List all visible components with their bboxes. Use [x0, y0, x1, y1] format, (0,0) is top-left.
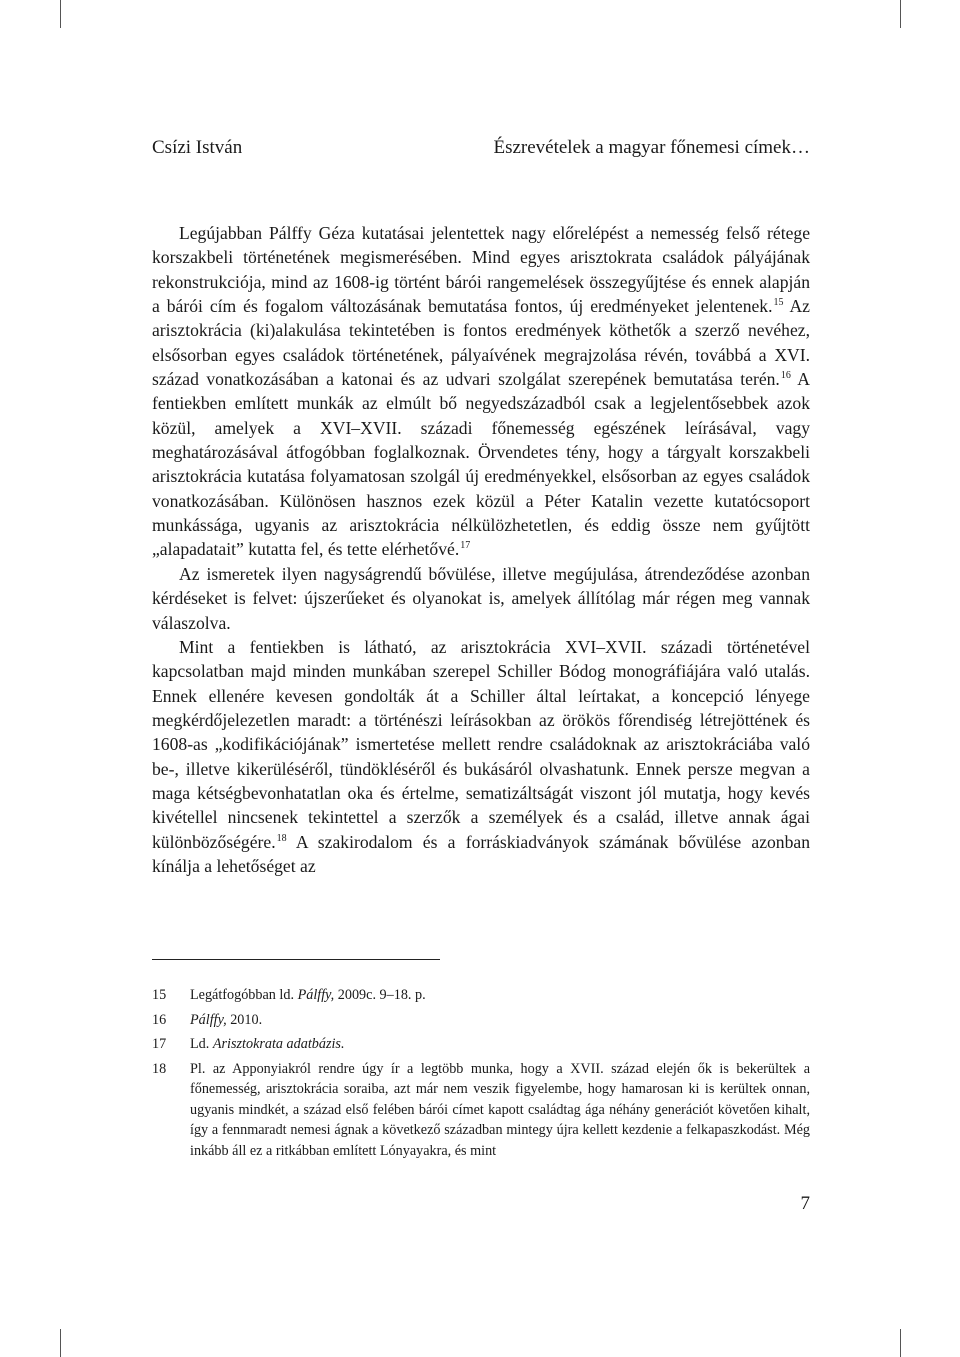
- text-run: Mint a fentiekben is látható, az arisztokrácia XVI–XVII. századi történetével kapcsolatban majd minden munkában szerepel Schiller Bódog monográfiájára való utalás. Ennek ellenére kevesen gondolták át a Schiller által leírtakat, a koncepció lényege megkérdőjelezetlen maradt: a történészi leírásokban az örökös főrendiség létrejöttének és 1608-as „kodifikációjának” ismertetése mellett rendre családoknak az arisztokráciába való be-, illetve kikerüléséről, tündökléséről és bukásáról olvashatunk. Ennek persze megvan a maga kétségbevonhatatlan oka és értelme, sematizáltságát viszont jól mutatja, hogy kevés kivétellel nincsenek tekintettel a szerzők a személyek és a család, illetve annak ágai különbözőségére.: [152, 636, 810, 852]
- footnote-ref: 16: [780, 370, 791, 382]
- text-run: Ld.: [190, 1036, 213, 1052]
- footnote-text: [190, 1034, 810, 1055]
- main-text: [152, 221, 810, 878]
- footnote-separator: [152, 959, 440, 960]
- header-author: Csízi István: [152, 137, 243, 158]
- crop-mark-bottom-left: [60, 1329, 61, 1357]
- footnote-text: [190, 1010, 810, 1031]
- footnote-ref: 17: [460, 540, 471, 552]
- italic-text: Arisztokrata adatbázis.: [212, 1036, 345, 1052]
- paragraph: [152, 562, 810, 635]
- text-run: A fentiekben említett munkák az elmúlt bő negyedszázadból csak a legjelentősebbek azok közül, amelyek a XVI–XVII. századi főnemesség egészének leírásával, vagy meghatározásával átfogóbban foglalkoznak. Örvendetes tény, hogy a tárgyalt korszakbeli arisztokrácia kutatása folyamatosan szolgál új eredményekkel, elsősorban az egyes családok vonatkozásában. Különösen hasznos ezek közül a Péter Katalin vezette kutatócsoport munkássága, ugyanis az arisztokrácia nélkülözhetetlen, és eddig össze nem gyűjtött „alapadatait” kutatta fel, és tette elérhetővé.: [152, 369, 811, 560]
- footnote-text: [190, 985, 810, 1006]
- footnote-number: 17: [152, 1036, 167, 1052]
- crop-mark-top-right: [900, 0, 901, 28]
- text-run: Legátfogóbban ld.: [190, 987, 298, 1003]
- footnote-ref: 18: [276, 832, 287, 844]
- italic-text: Pálffy,: [190, 1011, 227, 1028]
- running-header: [152, 137, 810, 163]
- text-run: A szakirodalom és a forráskiadványok számának bővülése azonban kínálja a lehetőséget az: [152, 831, 810, 876]
- text-run: Az arisztokrácia (ki)alakulása tekintetében is fontos eredmények köthetők a szerző nevéhez, elsősorban egyes családok történetének, pályaívének megrajzolása révén, továbbá a XVI. század vonatkozásában a katonai és az udvari szolgálat szerepének bemutatása terén.: [152, 296, 810, 390]
- footnote-ref: 15: [773, 297, 784, 309]
- footnote-number: 16: [152, 1011, 167, 1028]
- footnote: [152, 985, 810, 1006]
- header-title: Észrevételek a magyar főnemesi címek…: [493, 137, 810, 158]
- footnote-number: 18: [152, 1060, 167, 1077]
- text-run: Legújabban Pálffy Géza kutatásai jelentettek nagy előrelépést a nemesség felső rétege korszakbeli történetének megismerésében. Mind egyes arisztokrata családok pályájának rekonstrukciója, mind az 1608-ig történt bárói rangemelések összegyűjtése és ennek alapján a bárói cím és fogalom változásának bemutatása fontos, új eredményeket jelentenek.: [152, 223, 810, 317]
- text-run: 2010.: [226, 1011, 263, 1028]
- footnote: [152, 1034, 810, 1055]
- page-number: 7: [800, 1193, 810, 1214]
- paragraph: [152, 221, 810, 562]
- footnotes: [152, 985, 810, 1165]
- italic-text: Pálffy,: [297, 987, 335, 1003]
- paragraph: [152, 635, 810, 878]
- text-run: Az ismeretek ilyen nagyságrendű bővülése, illetve megújulása, átrendeződése azonban kérdéseket is felvet: újszerűeket és olyanokat is, amelyek állítólag már régen meg vannak válaszolva.: [152, 563, 810, 633]
- text-run: Pl. az Apponyiakról rendre úgy ír a legtöbb munka, hogy a XVII. század elején ők is bekerültek a főnemesség, arisztokrácia soraiba, azt már nem veszik figyelembe, hogy hamarosan ki is kerültek onnan, ugyanis mindkét, a század első felében bárói címet kapott családtag ága néhány generációt követően kihalt, így a fennmaradt nemesi ágnak a következő században mintegy újra kellett kezdenie a felkapaszkodást. Még inkább áll ez a ritkábban említett Lónyayakra, és mint: [190, 1060, 810, 1159]
- crop-mark-top-left: [60, 0, 61, 28]
- footnote-number: 15: [152, 987, 167, 1003]
- footnote-text: [190, 1059, 810, 1162]
- footnote: [152, 1010, 810, 1031]
- text-run: 2009c. 9–18. p.: [334, 987, 426, 1003]
- crop-mark-bottom-right: [900, 1329, 901, 1357]
- footnote: [152, 1059, 810, 1162]
